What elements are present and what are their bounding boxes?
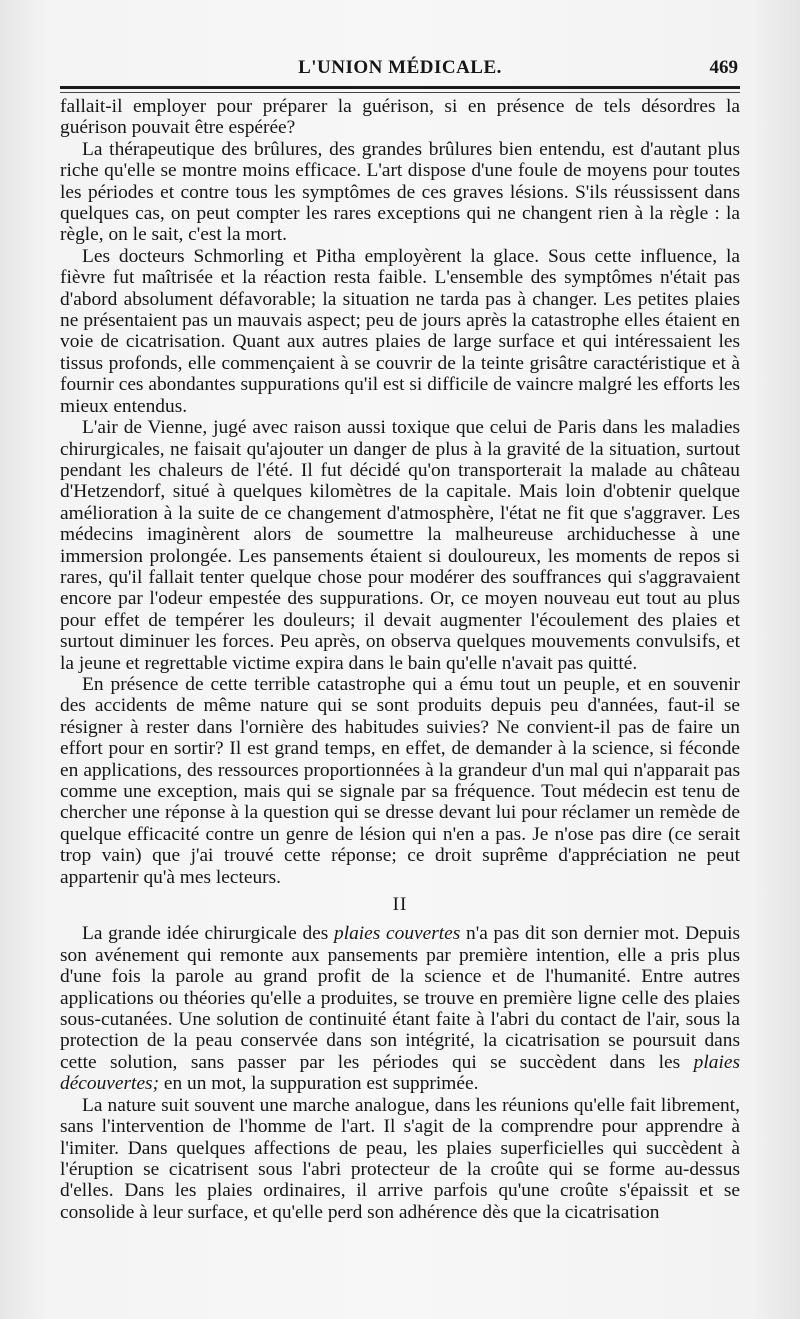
header-rule	[60, 86, 740, 89]
text-run: La grande idée chirurgicale des	[82, 923, 335, 945]
paragraph	[60, 923, 740, 1094]
section-number: II	[392, 894, 408, 916]
page-header	[56, 57, 744, 81]
emphasis: plaies découvertes;	[60, 1051, 740, 1095]
emphasis: plaies couvertes	[334, 923, 461, 945]
text-run: en un mot, la suppuration est supprimée.	[159, 1073, 479, 1095]
page-number: 469	[709, 57, 738, 78]
paragraph: Les docteurs Schmorling et Pitha employèrent la glace. Sous cette influence, la fièvre fut maîtrisée et la réaction resta faible. L'ensemble des symptômes n'était pas d'abord absolument défavorable; la situation ne tarda pas à changer. Les petites plaies ne présentaient pas un mauvais aspect; peu de jours après la catastrophe elles étaient en voie de cicatrisation. Quant aux autres plaies de large surface et qui intéressaient les tissus profonds, elle commençaient à se couvrir de la teinte grisâtre caractéristique et à fournir ces abondantes suppurations qu'il est si difficile de vaincre malgré les efforts les mieux entendus.	[60, 245, 740, 417]
paragraph: En présence de cette terrible catastrophe qui a ému tout un peuple, et en souvenir des accidents de même nature qui se sont produits depuis peu d'années, faut-il se résigner à rester dans l'ornière des habitudes suivies? Ne convient-il pas de faire un effort pour en sortir? Il est grand temps, en effet, de demander à la science, si féconde en applications, des ressources proportionnées à la grandeur d'un mal qui n'apparait pas comme une exception, mais qui se signale par sa fréquence. Tout médecin est tenu de chercher une réponse à la question qui se dresse devant lui pour réclamer un remède de quelque efficacité contre un genre de lésion qui n'en a pas. Je n'ose pas dire (ce serait trop vain) que j'ai trouvé cette réponse; ce droit suprême d'appréciation ne peut appartenir qu'à mes lecteurs.	[60, 673, 740, 888]
header-rule-thin	[60, 92, 740, 93]
body-text	[60, 96, 740, 1223]
text-run: n'a pas dit son dernier mot. Depuis son avénement qui remonte aux pansements par première intention, elle a pris plus d'une fois la parole au grand profit de la science et de l'humanité. Entre autres applications ou théories qu'elle a produites, se trouve en première ligne celle des plaies sous-cutanées. Une solution de continuité étant faite à l'abri du contact de l'air, sous la protection de la peau conservée dans son intégrité, la cicatrisation se poursuit dans cette solution, sans passer par les périodes qui se succèdent dans les	[60, 923, 741, 1073]
paragraph: fallait-il employer pour préparer la guérison, si en présence de tels désordres la guérison pouvait être espérée?	[60, 96, 740, 139]
paragraph: La thérapeutique des brûlures, des grandes brûlures bien entendu, est d'autant plus riche qu'elle se montre moins efficace. L'art dispose d'une foule de moyens pour toutes les périodes et contre tous les symptômes de ces graves lésions. S'ils réussissent dans quelques cas, on peut compter les rares exceptions qui ne changent rien à la règle : la règle, on le sait, c'est la mort.	[60, 138, 740, 246]
running-title: L'UNION MÉDICALE.	[298, 57, 502, 78]
paragraph: La nature suit souvent une marche analogue, dans les réunions qu'elle fait librement, sans l'intervention de l'homme de l'art. Il s'agit de la comprendre pour apprendre à l'imiter. Dans quelques affections de peau, les plaies superficielles qui succèdent à l'éruption se cicatrisent sous l'abri protecteur de la croûte qui se forme au-dessus d'elles. Dans les plaies ordinaires, il arrive parfois qu'une croûte s'épaissit et se consolide à leur surface, et qu'elle perd son adhérence dès que la cicatrisation	[60, 1094, 740, 1223]
paragraph: L'air de Vienne, jugé avec raison aussi toxique que celui de Paris dans les maladies chirurgicales, ne faisait qu'ajouter un danger de plus à la gravité de la situation, surtout pendant les chaleurs de l'été. Il fut décidé qu'on transporterait la malade au château d'Hetzendorf, situé à quelques kilomètres de la capitale. Mais loin d'obtenir quelque amélioration à la suite de ce changement d'atmosphère, l'état ne fit que s'aggraver. Les médecins imaginèrent alors de soumettre la malheureuse archiduchesse à une immersion prolongée. Les pansements étaient si douloureux, les moments de repos si rares, qu'il fallait tenter quelque chose pour modérer des souffrances qui s'aggravaient encore par l'odeur empestée des suppurations. Or, ce moyen nouveau eut tout au plus pour effet de tempérer les douleurs; il devait augmenter l'écoulement des plaies et surtout diminuer les forces. Peu après, on observa quelques mouvements convulsifs, et la jeune et regrettable victime expira dans le bain qu'elle n'avait pas quitté.	[60, 417, 740, 674]
